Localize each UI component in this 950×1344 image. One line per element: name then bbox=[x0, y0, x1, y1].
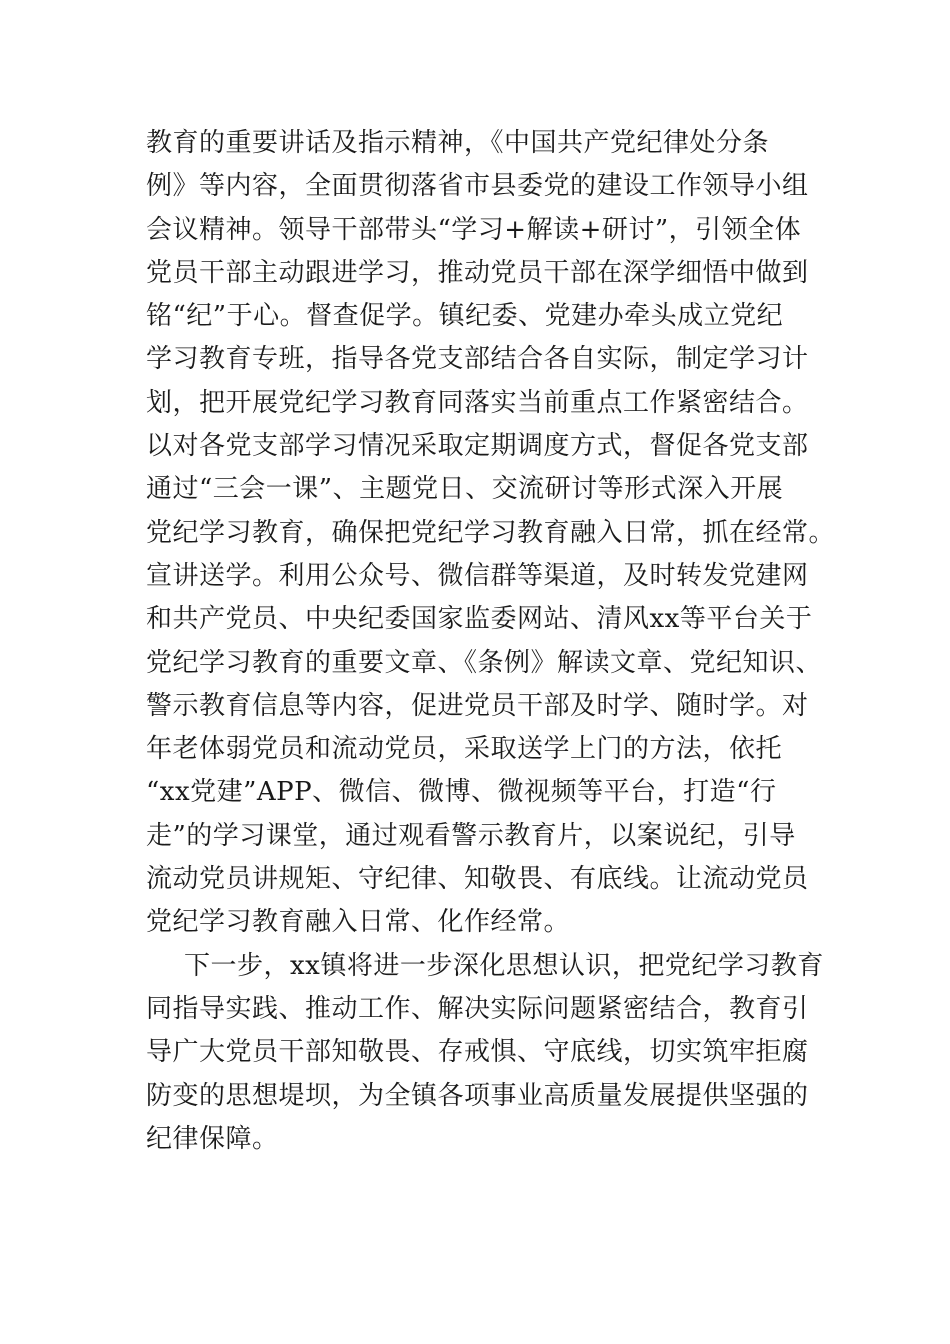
text-line: 例》等内容，全面贯彻落省市县委党的建设工作领导小组 bbox=[146, 171, 809, 202]
text-line: 同指导实践、推动工作、解决实际问题紧密结合，教育引 bbox=[146, 993, 809, 1024]
text-line: “xx党建”APP、微信、微博、微视频等平台，打造“行 bbox=[146, 777, 777, 808]
text-line: 警示教育信息等内容，促进党员干部及时学、随时学。对 bbox=[146, 690, 809, 721]
paragraph-start-line: 下一步，xx镇将进一步深化思想认识，把党纪学习教育 bbox=[184, 950, 824, 981]
text-line: 以对各党支部学习情况采取定期调度方式，督促各党支部 bbox=[146, 431, 809, 462]
text-line: 会议精神。领导干部带头“学习+解读+研讨”，引领全体 bbox=[146, 214, 802, 245]
text-line: 教育的重要讲话及指示精神，《中国共产党纪律处分条 bbox=[146, 128, 770, 158]
text-line: 划，把开展党纪学习教育同落实当前重点工作紧密结合。 bbox=[146, 387, 809, 418]
text-line: 年老体弱党员和流动党员，采取送学上门的方法，依托 bbox=[146, 734, 783, 765]
text-line: 流动党员讲规矩、守纪律、知敬畏、有底线。让流动党员 bbox=[146, 864, 809, 895]
text-line: 通过“三会一课”、主题党日、交流研讨等形式深入开展 bbox=[146, 474, 784, 505]
text-line: 防变的思想堤坝，为全镇各项事业高质量发展提供坚强的 bbox=[146, 1080, 809, 1111]
text-line: 导广大党员干部知敬畏、存戒惧、守底线，切实筑牢拒腐 bbox=[146, 1037, 809, 1068]
text-line: 党纪学习教育，确保把党纪学习教育融入日常，抓在经常。 bbox=[146, 517, 836, 548]
text-line: 铭“纪”于心。督查促学。镇纪委、党建办牵头成立党纪 bbox=[146, 301, 784, 332]
text-line: 宣讲送学。利用公众号、微信群等渠道，及时转发党建网 bbox=[146, 560, 809, 591]
body-text bbox=[146, 122, 836, 1161]
text-line: 学习教育专班，指导各党支部结合各自实际，制定学习计 bbox=[146, 344, 809, 375]
text-line: 和共产党员、中央纪委国家监委网站、清风xx等平台关于 bbox=[146, 604, 813, 635]
text-line: 党纪学习教育融入日常、化作经常。 bbox=[146, 907, 571, 938]
text-line: 党员干部主动跟进学习，推动党员干部在深学细悟中做到 bbox=[146, 257, 809, 288]
text-line: 走”的学习课堂，通过观看警示教育片，以案说纪，引导 bbox=[146, 820, 796, 851]
text-line: 党纪学习教育的重要文章、《条例》解读文章、党纪知识、 bbox=[146, 647, 823, 678]
text-line: 纪律保障。 bbox=[146, 1123, 279, 1154]
